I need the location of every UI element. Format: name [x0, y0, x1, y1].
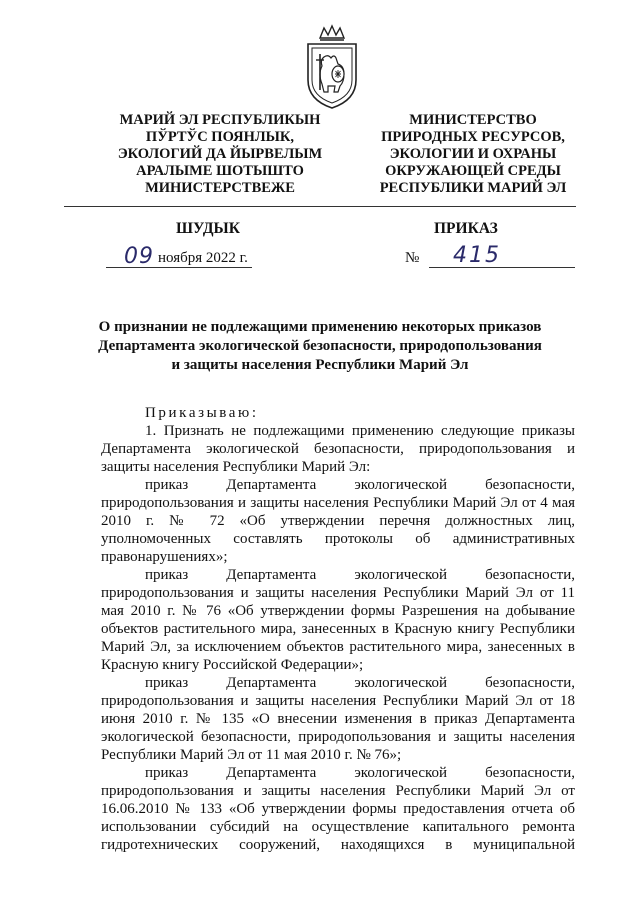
date-day-handwritten: 09 — [124, 244, 154, 269]
number-underline — [429, 267, 575, 268]
org-name-mari — [105, 112, 335, 197]
document-body — [101, 404, 575, 854]
org-line: ЭКОЛОГИЙ ДА ЙЫРВЕЛЫМ — [117, 146, 323, 162]
org-line: МАРИЙ ЭЛ РЕСПУБЛИКЫН — [119, 112, 321, 128]
body-paragraph: приказ Департамента экологической безопасности, природопользования и защиты населения Республики Марий Эл от 11 мая 2010 г. № 76 «Об утверждении формы Разрешения на добывание объектов растительного мира, занесенных в Красную книгу Республики Марий Эл, за исключением объектов растительного мира, занесенных в Красную книгу Российской Федерации»; — [101, 567, 575, 673]
doc-type-russian: ПРИКАЗ — [434, 220, 498, 237]
coat-of-arms-emblem — [300, 24, 364, 110]
org-line: ОКРУЖАЮЩЕЙ СРЕДЫ — [385, 163, 561, 179]
body-paragraph: приказ Департамента экологической безопасности, природопользования и защиты населения Республики Марий Эл от 18 июня 2010 г. № 135 «О внесении изменения в приказ Департамента экологической безопасности, природопользования и защиты населения Республики Марий Эл от 11 мая 2010 г. № 76»; — [101, 675, 575, 763]
number-sign: № — [405, 250, 420, 266]
date-month-year: ноября 2022 г. — [158, 250, 248, 266]
org-line: РЕСПУБЛИКИ МАРИЙ ЭЛ — [379, 180, 567, 196]
doc-type-mari: ШУДЫК — [176, 220, 240, 237]
org-line: МИНИСТЕРСТВО — [409, 112, 537, 128]
title-line: О признании не подлежащими применению некоторых приказов — [98, 319, 542, 335]
org-line: АРАЛЫМЕ ШОТЫШТО — [136, 163, 304, 179]
body-paragraph: приказ Департамента экологической безопасности, природопользования и защиты населения Республики Марий Эл от 16.06.2010 № 133 «Об утверждении формы предоставления отчета об использовании субсидий на осуществление капитального ремонта гидротехнических сооружений, находящихся в муниципальной — [101, 765, 575, 853]
document-title — [70, 318, 570, 375]
date-underline — [106, 267, 252, 268]
org-line: МИНИСТЕРСТВЕЖЕ — [145, 180, 295, 196]
body-paragraph: приказ Департамента экологической безопасности, природопользования и защиты населения Республики Марий Эл от 4 мая 2010 г. № 72 «Об утверждении перечня должностных лиц, уполномоченных составлять протоколы об административных правонарушениях»; — [101, 477, 575, 565]
order-word: Приказываю: — [145, 405, 259, 421]
org-name-russian — [358, 112, 588, 197]
header-divider — [64, 206, 576, 207]
order-date — [106, 243, 252, 269]
org-line: ЭКОЛОГИИ И ОХРАНЫ — [389, 146, 557, 162]
title-line: и защиты населения Республики Марий Эл — [171, 357, 469, 373]
number-handwritten: 415 — [453, 243, 501, 268]
order-number — [405, 243, 575, 269]
org-line: ПЎРТЎС ПОЯНЛЫК, — [145, 129, 295, 145]
title-line: Департамента экологической безопасности, природопользования — [98, 338, 542, 354]
body-paragraph: 1. Признать не подлежащими применению следующие приказы Департамента экологической безопасности, природопользования и защиты населения Республики Марий Эл: — [101, 423, 575, 475]
org-line: ПРИРОДНЫХ РЕСУРСОВ, — [381, 129, 565, 145]
